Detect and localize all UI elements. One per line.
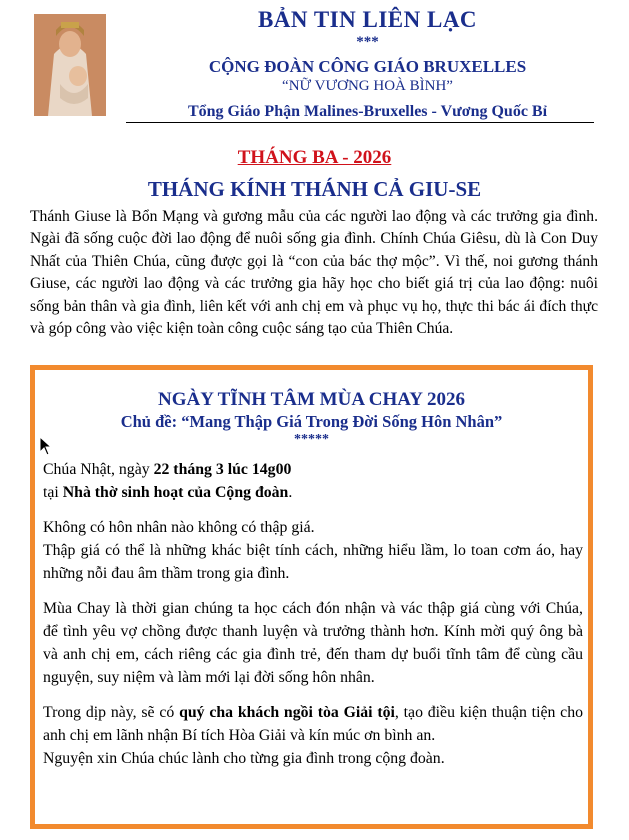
schedule-date-time: 22 tháng 3 lúc 14g00 <box>153 461 292 478</box>
newsletter-header <box>0 0 629 128</box>
retreat-paragraph-confession <box>43 701 583 770</box>
location-name: Nhà thờ sinh hoạt của Cộng đoàn <box>62 484 289 501</box>
community-subtitle: “NỮ VƯƠNG HOÀ BÌNH” <box>282 78 453 94</box>
header-text-block <box>140 6 595 122</box>
header-stars: *** <box>356 34 379 50</box>
intro-paragraph: Thánh Giuse là Bổn Mạng và gương mẫu của các người lao động và các trưởng gia đình. Ngài đã sống cuộc đời lao động để nuôi sống gia đình. Chính Chúa Giêsu, dù là Con Duy Nhất của Thiên Chúa, cũng được gọi là “con của bác thợ mộc”. Vì thế, noi gương thánh Giuse, các người lao động và các trưởng gia hãy học cho biết giá trị của lao động: nuôi sống bản thân và gia đình, liên kết với anh chị em và phục vụ họ, thực thi bác ái đích thực và góp công vào việc kiện toàn công cuộc sáng tạo của Thiên Chúa. <box>30 208 598 338</box>
lent-text: Mùa Chay là thời gian chúng ta học cách đón nhận và vác thập giá cùng với Chúa, để tình yêu vợ chồng được thanh luyện và trưởng thành hơn. <box>43 600 583 640</box>
blessing-line: Nguyện xin Chúa chúc lành cho từng gia đình trong cộng đoàn. <box>43 750 445 767</box>
madonna-child-image <box>34 14 106 116</box>
mouse-pointer-icon <box>39 436 53 456</box>
retreat-announcement-box <box>30 365 593 829</box>
confession-suffix: , tạo điều kiện thuận tiện cho anh chị em lãnh nhận Bí tích Hòa Giải và kín múc ơn bình an. <box>43 704 583 744</box>
invitation-text: Kính mời quý ông bà và anh chị em, cách riêng các gia đình trẻ, đến tham dự buổi tĩnh tâm để cùng cầu nguyện, suy niệm và làm mới lại đời sống hôn nhân. <box>43 623 583 686</box>
schedule-prefix: Chúa Nhật, ngày <box>43 461 154 478</box>
retreat-paragraph-lent <box>43 597 583 689</box>
location-suffix: . <box>288 484 293 501</box>
retreat-title: NGÀY TĨNH TÂM MÙA CHAY 2026 <box>157 389 465 410</box>
month-dedication-title: THÁNG KÍNH THÁNH CẢ GIU-SE <box>147 177 482 201</box>
retreat-schedule <box>43 458 583 504</box>
retreat-paragraph-cross <box>43 516 583 585</box>
community-name: CỘNG ĐOÀN CÔNG GIÁO BRUXELLES <box>208 57 527 76</box>
cross-line-2: Thập giá có thể là những khác biệt tính cách, những hiểu lầm, lo toan cơm áo, hay những nỗi đau âm thầm trong gia đình. <box>43 542 583 582</box>
diocese-line: Tổng Giáo Phận Malines-Bruxelles - Vương Quốc Bỉ <box>187 103 548 120</box>
month-label: THÁNG BA - 2026 <box>237 147 392 168</box>
confession-bold: quý cha khách ngồi tòa Giải tội <box>179 704 395 721</box>
retreat-theme: Chủ đề: “Mang Thập Giá Trong Đời Sống Hôn Nhân” <box>120 412 503 431</box>
location-prefix: tại <box>43 484 63 501</box>
newsletter-title: BẢN TIN LIÊN LẠC <box>257 7 478 32</box>
cross-line-1: Không có hôn nhân nào không có thập giá. <box>43 519 315 536</box>
month-heading <box>0 146 629 170</box>
retreat-body <box>43 458 583 782</box>
header-divider <box>126 122 594 123</box>
confession-prefix: Trong dịp này, sẽ có <box>43 704 180 721</box>
retreat-stars: ***** <box>294 432 329 447</box>
